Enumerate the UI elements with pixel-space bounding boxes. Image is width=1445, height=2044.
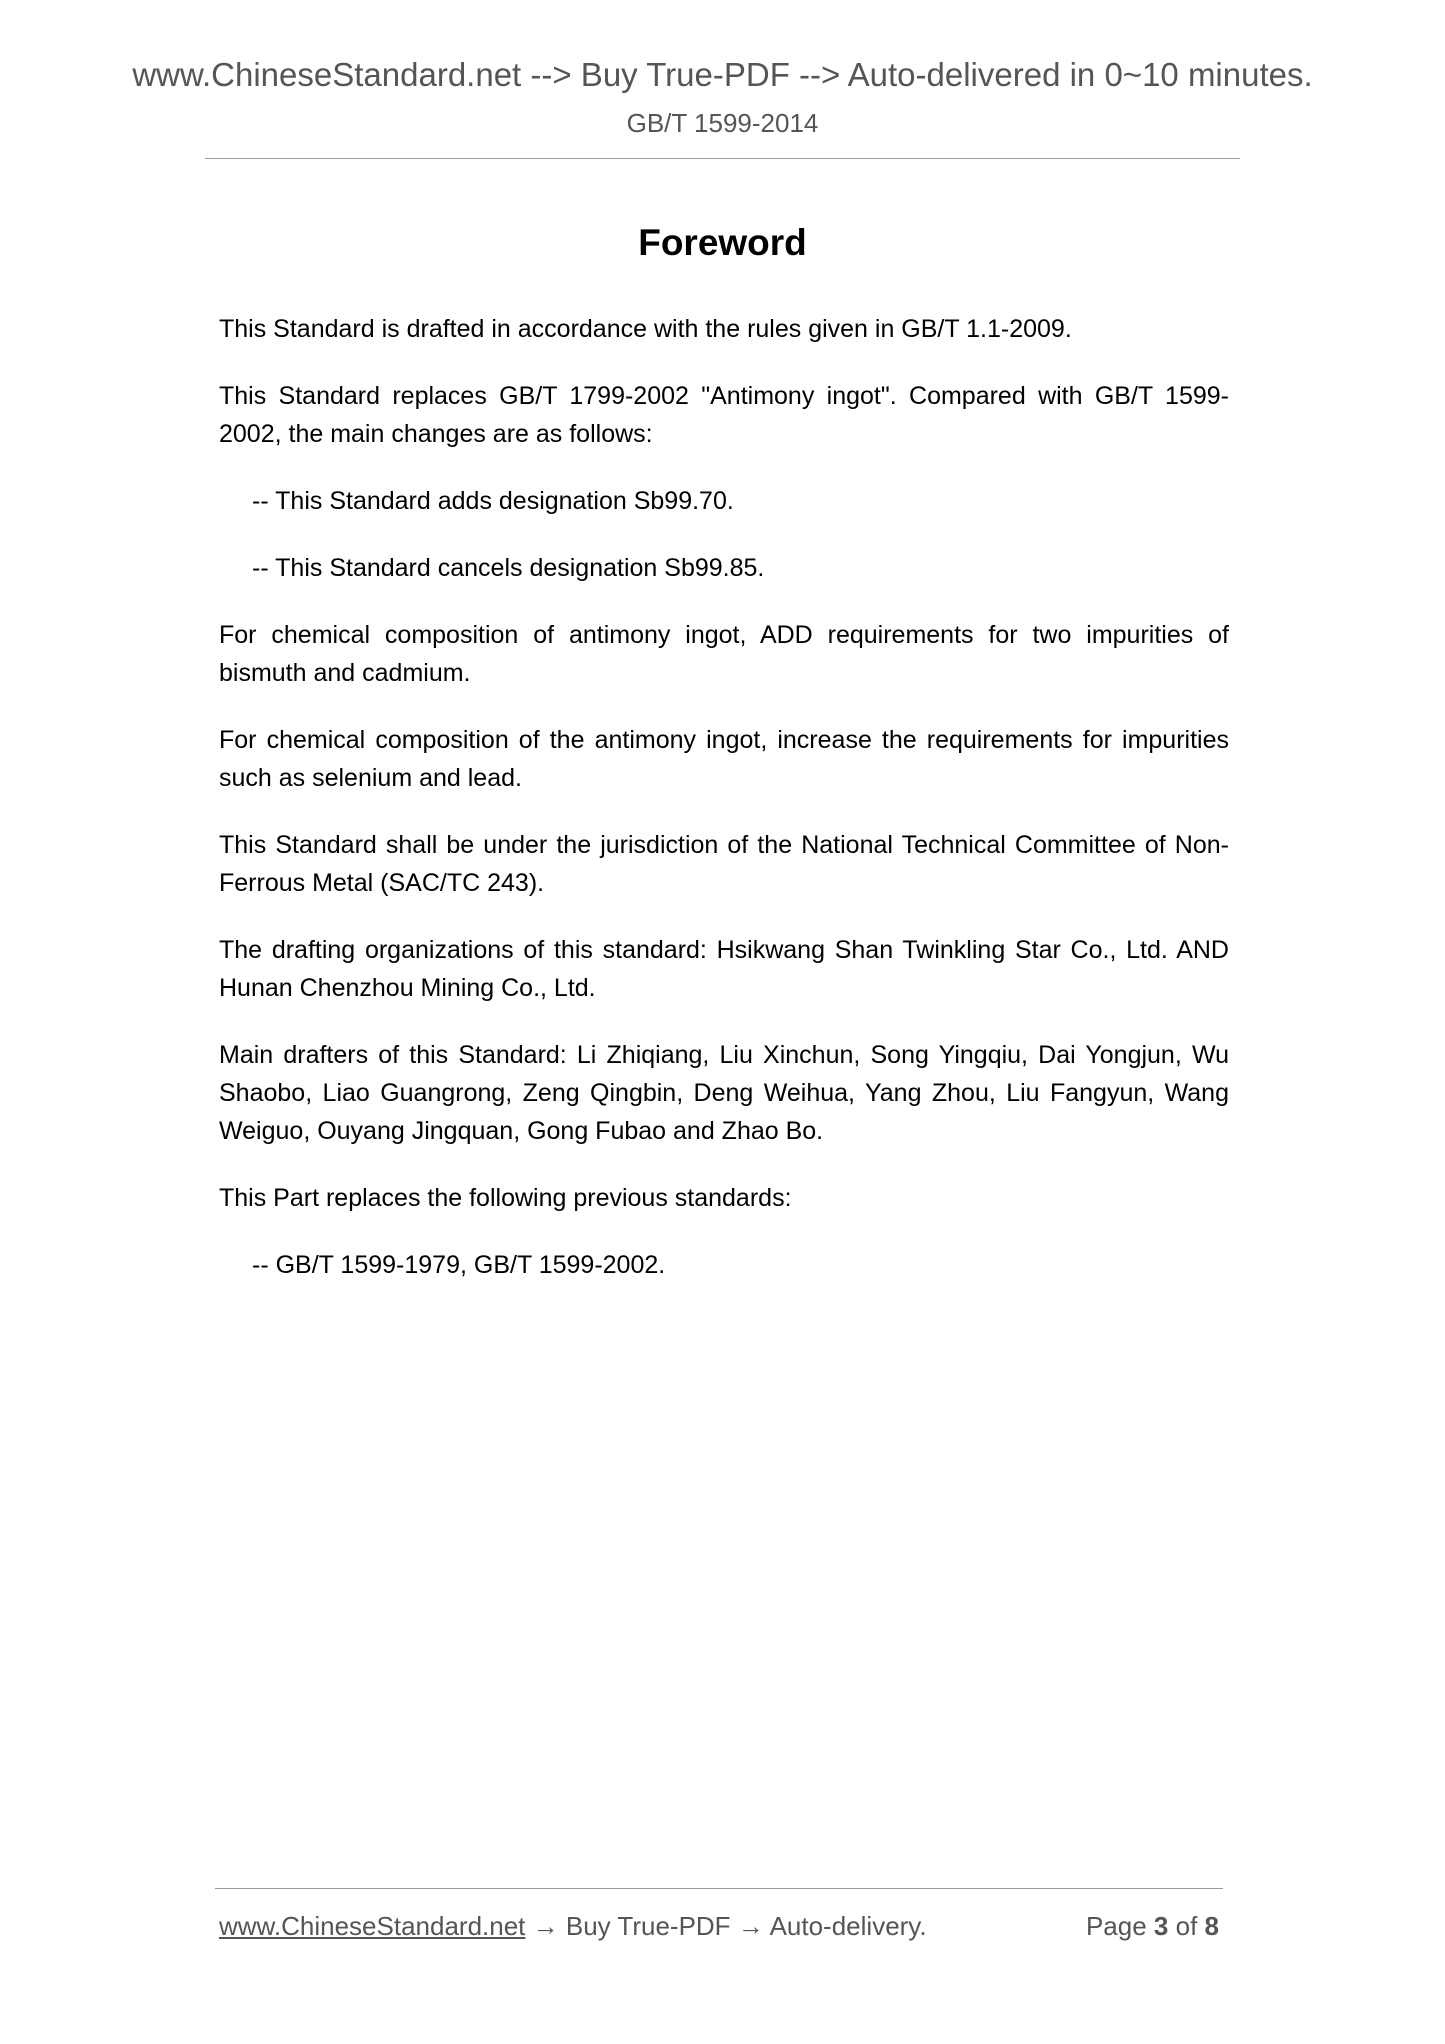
total-pages-number: 8 [1204, 1911, 1219, 1941]
paragraph-replaces: This Standard replaces GB/T 1799-2002 "Antimony ingot". Compared with GB/T 1599-2002, the main changes are as follows: [219, 382, 1229, 448]
paragraph-drafting-organizations: The drafting organizations of this standard: Hsikwang Shan Twinkling Star Co., Ltd. AND Hunan Chenzhou Mining Co., Ltd. [219, 936, 1229, 1002]
paragraph-jurisdiction: This Standard shall be under the jurisdiction of the National Technical Committee of Non-Ferrous Metal (SAC/TC 243). [219, 831, 1229, 897]
paragraph-main-drafters: Main drafters of this Standard: Li Zhiqiang, Liu Xinchun, Song Yingqiu, Dai Yongjun, Wu Shaobo, Liao Guangrong, Zeng Qingbin, Deng Weihua, Yang Zhou, Liu Fangyun, Wang Weiguo, Ouyang Jingquan, Gong Fubao and Zhao Bo. [219, 1041, 1229, 1145]
of-label: of [1175, 1911, 1198, 1941]
document-body [219, 310, 1229, 1313]
list-item-previous-editions: -- GB/T 1599-1979, GB/T 1599-2002. [252, 1251, 666, 1279]
page-label: Page [1085, 1911, 1147, 1941]
paragraph-previous-standards: This Part replaces the following previous standards: [219, 1184, 792, 1212]
header-divider [205, 158, 1240, 159]
standard-code: GB/T 1599-2014 [626, 108, 819, 138]
page-indicator [1086, 1911, 1219, 1942]
page-title: Foreword [638, 222, 807, 263]
list-item-adds-designation: -- This Standard adds designation Sb99.70. [252, 487, 734, 515]
footer-divider [215, 1888, 1223, 1889]
footer-website-link[interactable]: www.ChineseStandard.net [219, 1911, 526, 1941]
paragraph-drafting-rules: This Standard is drafted in accordance with the rules given in GB/T 1.1-2009. [219, 315, 1072, 343]
page-footer [219, 1911, 1223, 1942]
header-banner: www.ChineseStandard.net --> Buy True-PDF --> Auto-delivered in 0~10 minutes. [132, 56, 1313, 93]
paragraph-bismuth-cadmium: For chemical composition of antimony ingot, ADD requirements for two impurities of bismuth and cadmium. [219, 621, 1229, 687]
current-page-number: 3 [1153, 1911, 1169, 1941]
footer-tagline: → Buy True-PDF → Auto-delivery. [525, 1911, 927, 1941]
list-item-cancels-designation: -- This Standard cancels designation Sb99.85. [252, 554, 765, 582]
paragraph-selenium-lead: For chemical composition of the antimony ingot, increase the requirements for impurities such as selenium and lead. [219, 726, 1229, 792]
